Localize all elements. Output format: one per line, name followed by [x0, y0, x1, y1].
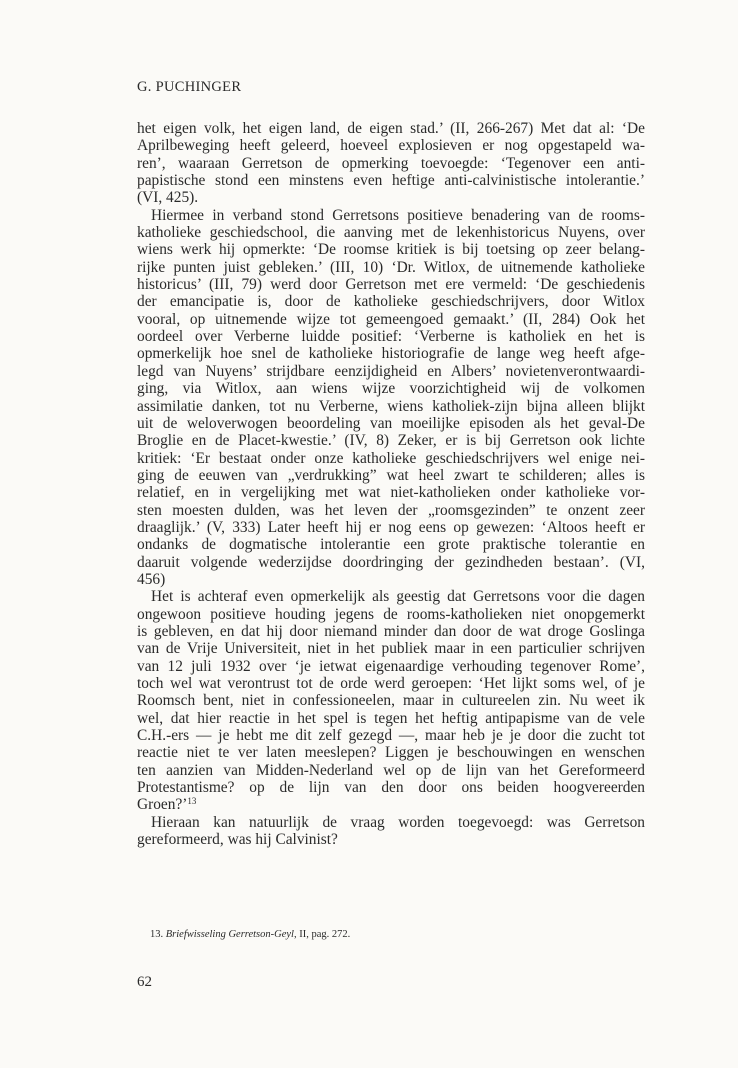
text-line	[137, 831, 645, 848]
text-line	[137, 606, 645, 623]
line-text: (VI, 425).	[137, 189, 199, 207]
line-text: kritiek: ‘Er bestaat onder onze katholieke geschiedschrijvers wel enige nei-	[137, 449, 645, 467]
line-text: legd van Nuyens’ strijdbare eenzijdigheid en Albers’ novietenverontwaardi-	[137, 362, 645, 380]
footnote-reference[interactable]: 13	[187, 796, 197, 807]
text-line	[137, 432, 645, 449]
text-line	[137, 814, 645, 831]
line-text: Groen?’	[137, 796, 188, 814]
line-text: sten moesten dulden, was het leven der „roomsgezinden” te onzent zeer	[137, 501, 645, 519]
text-line	[137, 224, 645, 241]
text-line	[137, 710, 645, 727]
text-line	[137, 692, 645, 709]
running-head: G. PUCHINGER	[137, 79, 242, 95]
text-line	[137, 450, 645, 467]
text-line	[137, 588, 645, 605]
text-line	[137, 796, 645, 813]
line-text: vooral, op uitnemende wijze tot gemeengoed gemaakt.’ (II, 284) Ook het	[137, 310, 645, 328]
line-text: historicus’ (III, 79) werd door Gerretson met ere vermeld: ‘De geschiedenis	[137, 276, 645, 294]
footnote-rest: , II, pag. 272.	[293, 929, 351, 940]
text-line	[137, 137, 645, 154]
text-line	[137, 155, 645, 172]
footnote-title: Briefwisseling Gerretson-Geyl	[165, 929, 294, 940]
page-number: 62	[137, 974, 152, 990]
text-line	[137, 259, 645, 276]
line-text: C.H.-ers — je hebt me dit zelf gezegd —, maar heb je je door die zucht tot	[137, 727, 645, 745]
paragraph	[137, 814, 645, 849]
line-text: daaruit volgende wederzijdse doordringing der gezindheden bestaan’. (VI,	[137, 553, 645, 571]
text-line	[137, 172, 645, 189]
line-text: het eigen volk, het eigen land, de eigen stad.’ (II, 266-267) Met dat al: ‘De	[137, 120, 645, 137]
line-text: relatief, en in vergelijking met wat niet-katholieken onder katholieke vor-	[137, 484, 645, 502]
text-line	[137, 675, 645, 692]
text-line	[137, 779, 645, 796]
text-line	[137, 189, 645, 206]
line-text: ongewoon positieve houding jegens de rooms-katholieken niet onopgemerkt	[137, 605, 645, 623]
line-text: Protestantisme? op de lijn van den door ons beiden hoogvereerden	[137, 779, 645, 797]
paragraph	[137, 207, 645, 589]
line-text: papistische stond een minstens even heftige anti-calvinistische intolerantie.’	[137, 172, 645, 190]
line-text: katholieke geschiedschool, die aanving met de lekenhistoricus Nuyens, over	[137, 224, 645, 242]
text-line	[137, 623, 645, 640]
text-line	[137, 519, 645, 536]
line-text: van 12 juli 1932 over ‘je ietwat eigenaardige verhouding tegenover Rome’,	[137, 657, 645, 675]
line-text: Het is achteraf even opmerkelijk als geestig dat Gerretsons voor die dagen	[151, 588, 645, 606]
text-line	[137, 658, 645, 675]
text-line	[137, 398, 645, 415]
text-line	[137, 640, 645, 657]
line-text: Hieraan kan natuurlijk de vraag worden toegevoegd: was Gerretson	[151, 813, 645, 831]
text-line	[137, 536, 645, 553]
text-line	[137, 762, 645, 779]
text-line	[137, 467, 645, 484]
line-text: Hiermee in verband stond Gerretsons positieve benadering van de rooms-	[151, 206, 645, 224]
line-text: oordeel over Verberne luidde positief: ‘Verberne is katholiek en het is	[137, 328, 645, 346]
text-line	[137, 484, 645, 501]
text-line	[137, 380, 645, 397]
line-text: ren’, waaraan Gerretson de opmerking toevoegde: ‘Tegenover een anti-	[137, 154, 645, 172]
text-line	[137, 293, 645, 310]
paragraph	[137, 588, 645, 813]
text-line	[137, 241, 645, 258]
line-text: rijke punten juist gebleken.’ (III, 10) ‘Dr. Witlox, de uitnemende katholieke	[137, 258, 645, 276]
line-text: 456)	[137, 570, 166, 588]
paragraph	[137, 120, 645, 207]
line-text: Roomsch bent, niet in confessioneelen, maar in cultureelen zin. Nu weet ik	[137, 692, 645, 710]
line-text: uit de weloverwogen beoordeling van moeilijke episoden als het geval-De	[137, 414, 645, 432]
text-line	[137, 276, 645, 293]
line-text: gereformeerd, was hij Calvinist?	[137, 831, 338, 849]
text-line	[137, 554, 645, 571]
line-text: assimilatie danken, tot nu Verberne, wiens katholiek-zijn bijna alleen blijkt	[137, 397, 645, 415]
text-line	[137, 727, 645, 744]
line-text: ging, via Witlox, aan wiens wijze voorzichtigheid wij de volkomen	[137, 380, 645, 398]
text-line	[137, 120, 645, 137]
line-text: is gebleven, en dat hij door niemand minder dan door de wat droge Goslinga	[137, 622, 645, 640]
line-text: toch wel wat verontrust tot de orde werd geroepen: ‘Het lijkt soms wel, of je	[137, 675, 645, 692]
text-line	[137, 744, 645, 761]
footnote-number: 13.	[150, 929, 164, 940]
text-line	[137, 345, 645, 362]
line-text: ten aanzien van Midden-Nederland wel op de lijn van het Gereformeerd	[137, 761, 645, 779]
text-line	[137, 571, 645, 588]
line-text: wel, dat hier reactie in het spel is tegen het heftig antipapisme van de vele	[137, 709, 645, 727]
line-text: ondanks de dogmatische intolerantie een grote praktische tolerantie en	[137, 536, 645, 554]
text-line	[137, 207, 645, 224]
text-line	[137, 502, 645, 519]
text-line	[137, 363, 645, 380]
footnote	[150, 929, 350, 940]
line-text: der emancipatie is, door de katholieke geschiedschrijvers, door Witlox	[137, 293, 645, 311]
line-text: Aprilbeweging heeft geleerd, hoeveel explosieven er nog opgestapeld wa-	[137, 137, 645, 155]
line-text: ging de eeuwen van „verdrukking” wat heel zwart te schilderen; alles is	[137, 466, 645, 484]
line-text: van de Vrije Universiteit, niet in het publiek maar in een particulier schrijven	[137, 640, 645, 658]
line-text: Broglie en de Placet-kwestie.’ (IV, 8) Zeker, er is bij Gerretson ook lichte	[137, 432, 645, 450]
text-line	[137, 415, 645, 432]
text-line	[137, 328, 645, 345]
line-text: reactie niet te ver laten meeslepen? Liggen je beschouwingen en wenschen	[137, 744, 645, 762]
text-line	[137, 311, 645, 328]
line-text: opmerkelijk hoe snel de katholieke historiografie de lange weg heeft afge-	[137, 345, 645, 363]
line-text: draaglijk.’ (V, 333) Later heeft hij er nog eens op gewezen: ‘Altoos heeft er	[137, 518, 645, 536]
body-text	[137, 120, 645, 848]
line-text: wiens werk hij opmerkte: ‘De roomse kritiek is bij toetsing op zeer belang-	[137, 241, 645, 259]
